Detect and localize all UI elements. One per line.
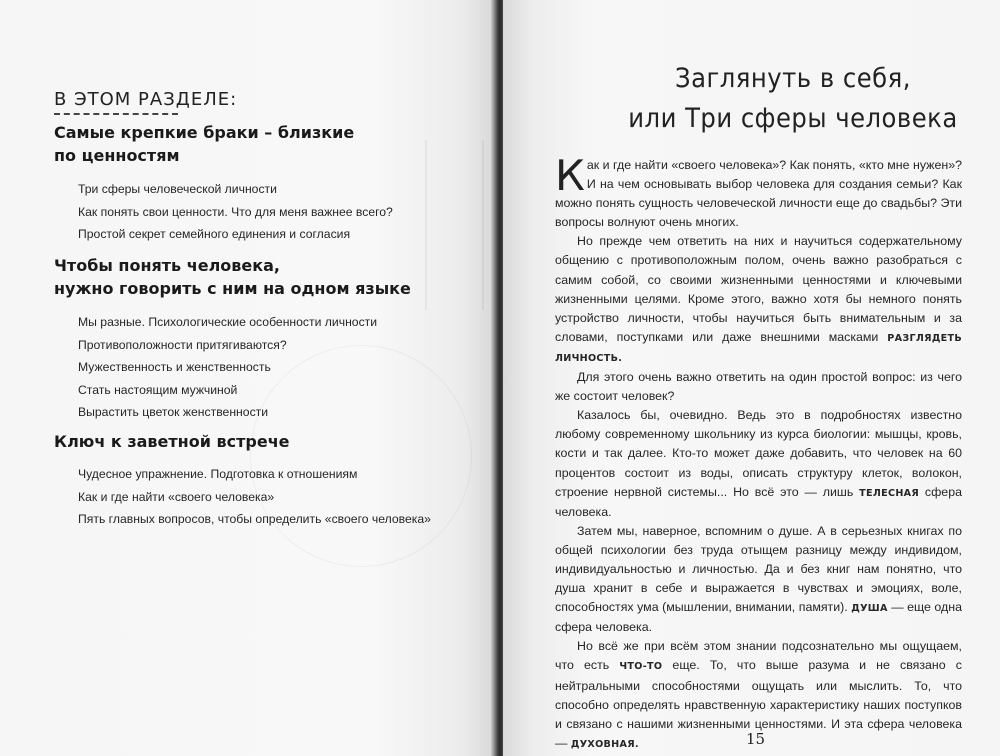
- section-kicker: В ЭТОМ РАЗДЕЛЕ:: [54, 89, 238, 110]
- toc-item: Как понять свои ценности. Что для меня важнее всего?: [78, 204, 393, 219]
- toc-section-title: Чтобы понять человека, нужно говорить с ним на одном языке: [54, 256, 411, 298]
- drop-cap: К: [555, 151, 585, 200]
- chapter-title-line-1: Заглянуть в себя,: [675, 63, 911, 94]
- toc-item: Три сферы человеческой личности: [78, 182, 277, 196]
- toc-section: [54, 430, 484, 531]
- toc-item: Стать настоящим мужчиной: [78, 382, 238, 397]
- emphasis: ДУША: [851, 603, 888, 615]
- paragraph: Но прежде чем ответить на них и научиться содержательному общению с противоположным полом, очень важно разобраться с самим собой, со своими жизненными ценностями и ключевыми жизненными целями. Кроме этого, важно хотя бы немного понять устройство личности, чтобы научиться быть внимательным и за словами, поступками или даже внешними масками РАЗГЛЯДЕТЬ ЛИЧНОСТЬ.: [555, 234, 962, 364]
- page-number: 15: [746, 730, 766, 748]
- emphasis: ЧТО-ТО: [619, 661, 663, 673]
- toc-section-title: Ключ к заветной встрече: [54, 432, 290, 451]
- toc-section: [54, 121, 484, 246]
- paragraph: Затем мы, наверное, вспомним о душе. А в серьезных книгах по общей психологии без труда отыщем разницу между индивидом, индивидуальностью и личностью. Да и без книг нам понятно, что душа хранит в себе и выражается в чувствах и эмоциях, воле, способностях ума (мышлении, внимании, памяти). ДУША — еще одна сфера человека.: [555, 523, 963, 635]
- toc-item: Как и где найти «своего человека»: [78, 489, 275, 504]
- toc-item: Чудесное упражнение. Подготовка к отношениям: [78, 467, 358, 481]
- toc-section: [54, 254, 484, 424]
- toc-item: Мужественность и женственность: [78, 360, 271, 374]
- paragraph: Для этого очень важно ответить на один простой вопрос: из чего же состоит человек?: [555, 370, 962, 404]
- toc-item: Простой секрет семейного единения и согласия: [78, 227, 351, 241]
- emphasis: ДУХОВНАЯ.: [570, 738, 639, 750]
- chapter-title-line-2: или Три сферы человека: [628, 103, 958, 134]
- kicker-dashed-underline: [54, 113, 178, 115]
- toc-section-title: Самые крепкие браки – близкие по ценностям: [54, 123, 355, 165]
- toc-item: Мы разные. Психологические особенности личности: [78, 315, 378, 329]
- toc-item: Пять главных вопросов, чтобы определить «своего человека»: [78, 512, 431, 526]
- paragraph: Но всё же при всём этом знании подсознательно мы ощущаем, что есть ЧТО-ТО еще. То, что выше разума и не связано с нейтральными способностями ощущать или мыслить. То, что способно определять нравственную характеристику наших поступков и связано с нашими жизненными ценностями. И эта сфера человека — ДУХОВНАЯ.: [555, 639, 962, 750]
- emphasis: РАЗГЛЯДЕТЬ ЛИЧНОСТЬ.: [555, 332, 962, 364]
- emphasis: ТЕЛЕСНАЯ: [859, 487, 920, 499]
- toc-item: Противоположности притягиваются?: [78, 337, 287, 352]
- left-page: [0, 0, 497, 756]
- toc-item-list: [54, 178, 484, 246]
- chapter-body: [555, 151, 963, 754]
- right-page: [503, 0, 1000, 756]
- toc-item-list: [54, 311, 484, 424]
- paragraph: Как и где найти «своего человека»? Как понять, «кто мне нужен»? И на чем основывать выбор человека для создания семьи? Как можно понять сущность человеческой личности еще до свадьбы? Эти вопросы волнуют очень многих.: [555, 151, 962, 230]
- toc-item: Вырастить цветок женственности: [78, 405, 269, 419]
- paragraph: Казалось бы, очевидно. Ведь это в подробностях известно любому современному школьнику из курса биологии: мышцы, кровь, кости и так далее. Кто-то может даже добавить, что человек на 60 процентов состоит из воды, описать структуру клеток, волокон, строение нервной системы... Но всё это — лишь ТЕЛЕСНАЯ сфера человека.: [555, 408, 962, 519]
- toc-item-list: [54, 463, 484, 531]
